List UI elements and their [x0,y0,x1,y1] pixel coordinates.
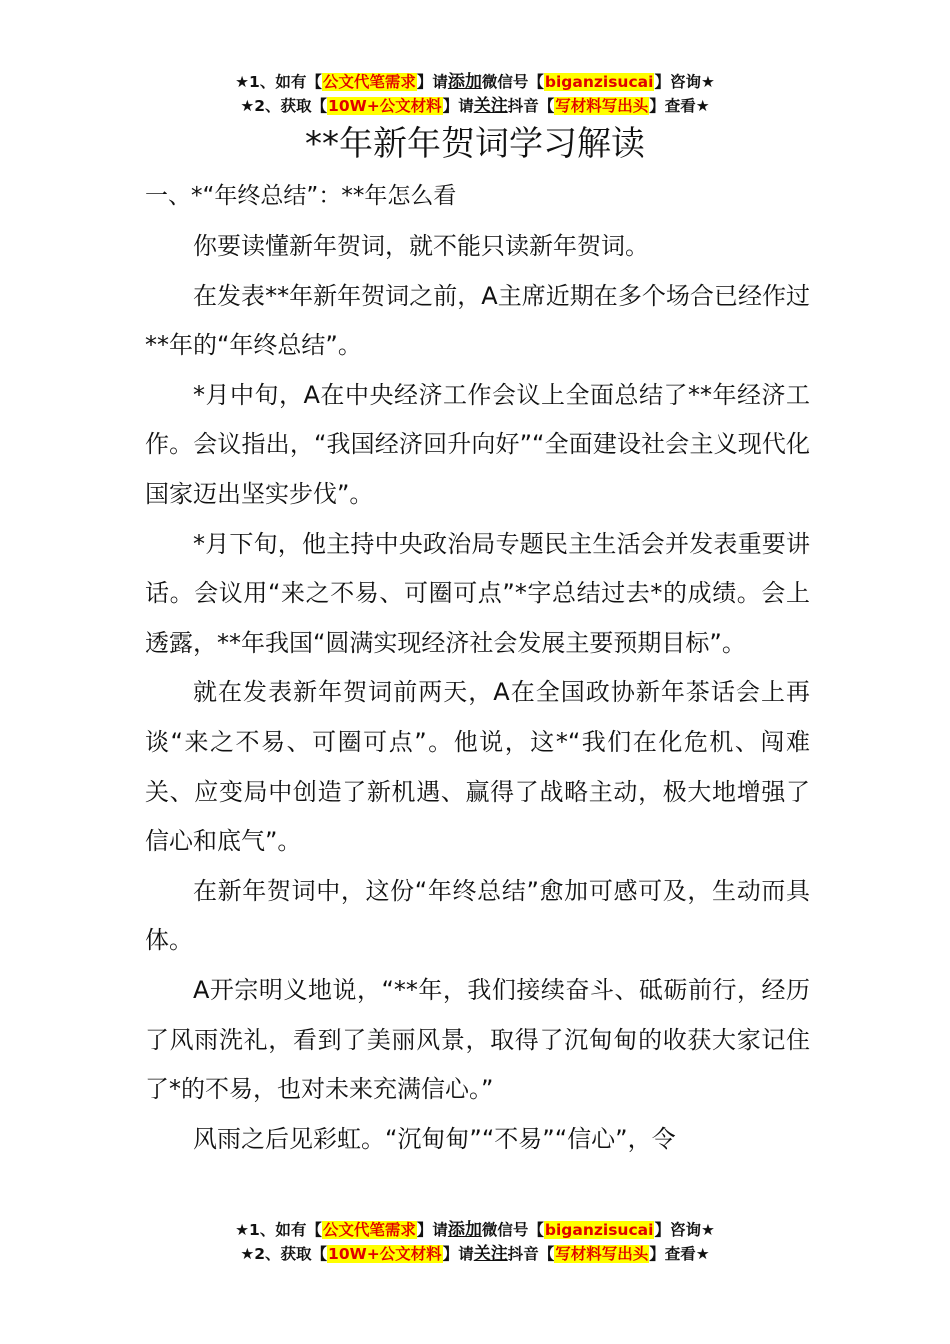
section-heading: 一、*“年终总结”：**年怎么看 [145,183,457,209]
banner-text: 】查看★ [649,97,710,115]
document-body [145,222,810,1164]
banner-text: 】咨询★ [654,1221,715,1239]
banner-text: 抖音【 [507,1245,555,1263]
paragraph: 在发表**年新年贺词之前，A主席近期在多个场合已经作过**年的“年终总结”。 [145,281,810,360]
highlight-douyin: 写材料写出头 [555,97,649,115]
banner-text: 】咨询★ [654,73,715,91]
banner-text: 抖音【 [507,97,555,115]
paragraph: 你要读懂新年贺词，就不能只读新年贺词。 [193,232,649,260]
paragraph: 在新年贺词中，这份“年终总结”愈加可感可及，生动而具体。 [145,876,810,955]
banner-text: ★1、如有【 [235,73,322,91]
banner-text: 微信号【 [481,73,544,91]
paragraph: 就在发表新年贺词前两天，A在全国政协新年茶话会上再谈“来之不易、可圈可点”。他说，这*“我们在化危机、闯难关、应变局中创造了新机遇、赢得了战略主动，极大地增强了信心和底气”。 [145,678,810,856]
emphasis-add: 添加 [447,72,482,92]
banner-text: 】请 [416,1221,448,1239]
emphasis-add: 添加 [447,1220,482,1240]
highlight-materials: 10W+公文材料 [328,97,442,115]
highlight-service: 公文代笔需求 [322,73,416,91]
banner-text: ★2、获取【 [240,97,328,115]
highlight-wechat-id: biganzisucai [544,73,654,91]
banner-text: 】查看★ [649,1245,710,1263]
document-title: **年新年贺词学习解读 [305,124,645,164]
emphasis-follow: 关注 [473,96,508,116]
bottom-banner [0,1218,950,1266]
paragraph: *月中旬，A在中央经济工作会议上全面总结了**年经济工作。会议指出，“我国经济回升向好”“全面建设社会主义现代化国家迈出坚实步伐”。 [145,380,810,508]
banner-text: 】请 [442,1245,474,1263]
banner-text: ★2、获取【 [240,1245,328,1263]
banner-line-2 [0,94,950,118]
paragraph: 风雨之后见彩虹。“沉甸甸”“不易”“信心”，令 [193,1124,676,1153]
highlight-service: 公文代笔需求 [322,1221,416,1239]
top-banner [0,70,950,118]
banner-line-2 [0,1242,950,1266]
banner-line-1 [0,70,950,94]
paragraph: A开宗明义地说，“**年，我们接续奋斗、砥砺前行，经历了风雨洗礼，看到了美丽风景，取得了沉甸甸的收获大家记住了*的不易，也对未来充满信心。” [145,975,810,1104]
highlight-materials: 10W+公文材料 [328,1245,442,1263]
banner-line-1 [0,1218,950,1242]
banner-text: 微信号【 [481,1221,544,1239]
paragraph: *月下旬，他主持中央政治局专题民主生活会并发表重要讲话。会议用“来之不易、可圈可点”*字总结过去*的成绩。会上透露，**年我国“圆满实现经济社会发展主要预期目标”。 [145,529,810,657]
banner-text: 】请 [416,73,448,91]
banner-text: 】请 [442,97,474,115]
emphasis-follow: 关注 [473,1244,508,1264]
highlight-wechat-id: biganzisucai [544,1221,654,1239]
banner-text: ★1、如有【 [235,1221,322,1239]
highlight-douyin: 写材料写出头 [555,1245,649,1263]
